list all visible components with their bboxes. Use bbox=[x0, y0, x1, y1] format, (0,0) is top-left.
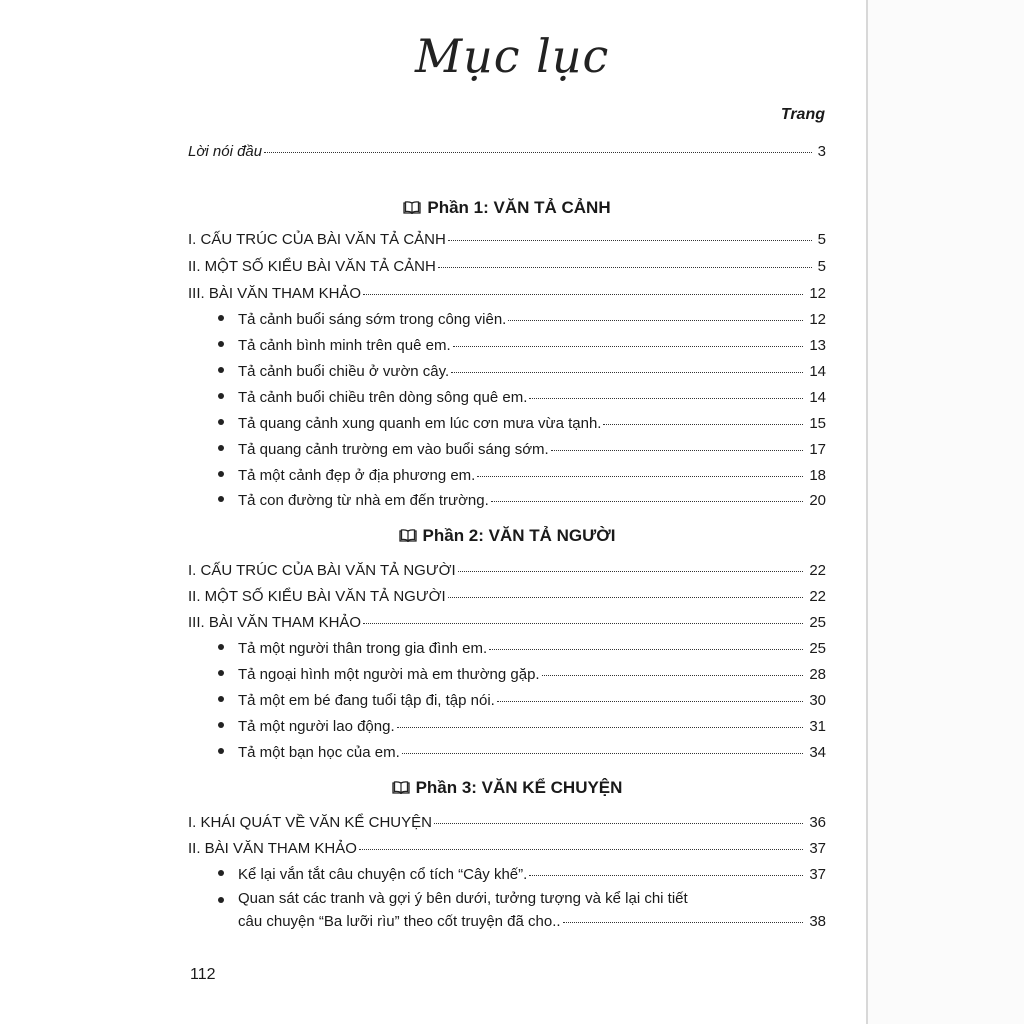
toc-entry-page: 5 bbox=[817, 231, 826, 248]
bullet-icon bbox=[218, 419, 224, 425]
dot-leader bbox=[458, 569, 804, 572]
bullet-icon bbox=[218, 897, 224, 903]
dot-leader bbox=[402, 751, 804, 754]
dot-leader bbox=[497, 699, 803, 702]
part-heading-3 bbox=[188, 778, 826, 798]
dot-leader bbox=[551, 448, 804, 451]
toc-entry-label: II. BÀI VĂN THAM KHẢO bbox=[188, 840, 357, 857]
toc-subentry[interactable] bbox=[238, 640, 826, 664]
toc-entry-label: Tả một người lao động. bbox=[238, 718, 395, 735]
toc-entry-label: III. BÀI VĂN THAM KHẢO bbox=[188, 614, 362, 631]
dot-leader bbox=[529, 396, 803, 399]
toc-entry-label: II. MỘT SỐ KIỂU BÀI VĂN TẢ NGƯỜI bbox=[188, 588, 446, 605]
page-title: Mục lục bbox=[415, 29, 610, 83]
toc-entry-label: Tả một cảnh đẹp ở địa phương em. bbox=[238, 467, 476, 484]
toc-entry-label: Tả ngoại hình một người mà em thường gặp. bbox=[238, 666, 540, 683]
toc-entry-page: 20 bbox=[809, 492, 826, 509]
toc-entry-label: II. MỘT SỐ KIỂU BÀI VĂN TẢ CẢNH bbox=[188, 258, 436, 275]
bullet-icon bbox=[218, 696, 224, 702]
dot-leader bbox=[363, 292, 803, 295]
toc-entry[interactable] bbox=[188, 588, 826, 612]
page-column-header: Trang bbox=[780, 106, 825, 123]
dot-leader bbox=[363, 621, 803, 624]
dot-leader bbox=[491, 499, 804, 502]
part-heading-text: Phần 1: VĂN TẢ CẢNH bbox=[427, 198, 611, 217]
toc-entry-page: 22 bbox=[809, 588, 826, 605]
toc-subentry[interactable] bbox=[238, 467, 826, 491]
dot-leader bbox=[264, 150, 812, 153]
toc-subentry[interactable] bbox=[238, 389, 826, 413]
open-book-icon bbox=[399, 529, 417, 542]
dot-leader bbox=[397, 725, 804, 728]
toc-entry-label: Tả một em bé đang tuổi tập đi, tập nói. bbox=[238, 692, 495, 709]
toc-entry-page: 34 bbox=[809, 744, 826, 761]
bullet-icon bbox=[218, 496, 224, 502]
toc-entry-page: 14 bbox=[809, 389, 826, 406]
toc-entry-label: Lời nói đầu bbox=[188, 143, 263, 160]
toc-entry-label-line1: Quan sát các tranh và gợi ý bên dưới, tưởng tượng và kể lại chi tiết bbox=[238, 890, 688, 907]
part-heading-text: Phần 3: VĂN KỂ CHUYỆN bbox=[415, 778, 623, 797]
toc-subentry[interactable] bbox=[238, 311, 826, 335]
dot-leader bbox=[477, 474, 803, 477]
bullet-icon bbox=[218, 367, 224, 373]
bullet-icon bbox=[218, 670, 224, 676]
toc-entry-label: I. CẤU TRÚC CỦA BÀI VĂN TẢ NGƯỜI bbox=[188, 562, 456, 579]
dot-leader bbox=[451, 370, 803, 373]
toc-entry-label: I. KHÁI QUÁT VỀ VĂN KỂ CHUYỆN bbox=[188, 814, 432, 831]
bullet-icon bbox=[218, 748, 224, 754]
toc-entry-page: 30 bbox=[809, 692, 826, 709]
open-book-icon bbox=[392, 781, 410, 794]
dot-leader bbox=[438, 265, 812, 268]
toc-entry-label: I. CẤU TRÚC CỦA BÀI VĂN TẢ CẢNH bbox=[188, 231, 446, 248]
toc-entry-page: 22 bbox=[809, 562, 826, 579]
toc-subentry-continuation[interactable] bbox=[238, 913, 826, 937]
toc-entry-label: Tả cảnh buổi chiều trên dòng sông quê em. bbox=[238, 389, 528, 406]
toc-subentry[interactable] bbox=[238, 363, 826, 387]
dot-leader bbox=[508, 318, 803, 321]
toc-entry-page: 13 bbox=[809, 337, 826, 354]
toc-entry-label: Tả con đường từ nhà em đến trường. bbox=[238, 492, 489, 509]
dot-leader bbox=[529, 873, 803, 876]
toc-subentry[interactable] bbox=[238, 441, 826, 465]
toc-entry-page: 37 bbox=[809, 866, 826, 883]
toc-entry-page: 14 bbox=[809, 363, 826, 380]
toc-subentry[interactable] bbox=[238, 718, 826, 742]
toc-entry-page: 3 bbox=[817, 143, 826, 160]
toc-entry[interactable] bbox=[188, 562, 826, 586]
toc-entry-label: Tả quang cảnh trường em vào buổi sáng sớm. bbox=[238, 441, 549, 458]
part-heading-1 bbox=[188, 198, 826, 218]
dot-leader bbox=[359, 847, 803, 850]
toc-entry-page: 28 bbox=[809, 666, 826, 683]
dot-leader bbox=[448, 238, 812, 241]
toc-entry[interactable] bbox=[188, 840, 826, 864]
dot-leader bbox=[448, 595, 804, 598]
toc-entry-page: 36 bbox=[809, 814, 826, 831]
page-number: 112 bbox=[190, 966, 216, 983]
dot-leader bbox=[489, 647, 803, 650]
toc-subentry-multiline[interactable] bbox=[238, 890, 826, 914]
toc-entry-page: 12 bbox=[809, 285, 826, 302]
toc-entry-label: Tả một bạn học của em. bbox=[238, 744, 400, 761]
toc-entry-label: III. BÀI VĂN THAM KHẢO bbox=[188, 285, 362, 302]
toc-entry[interactable] bbox=[188, 285, 826, 309]
dot-leader bbox=[434, 821, 803, 824]
toc-entry-page: 25 bbox=[809, 614, 826, 631]
bullet-icon bbox=[218, 445, 224, 451]
toc-entry[interactable] bbox=[188, 614, 826, 638]
toc-subentry[interactable] bbox=[238, 692, 826, 716]
bullet-icon bbox=[218, 471, 224, 477]
part-heading-text: Phần 2: VĂN TẢ NGƯỜI bbox=[422, 526, 616, 545]
toc-subentry[interactable] bbox=[238, 415, 826, 439]
toc-subentry[interactable] bbox=[238, 666, 826, 690]
dot-leader bbox=[563, 920, 804, 923]
facing-page-edge bbox=[868, 0, 1024, 1024]
toc-entry-page: 15 bbox=[809, 415, 826, 432]
toc-entry-label: Kể lại vắn tắt câu chuyện cổ tích “Cây khế”. bbox=[238, 866, 528, 883]
bullet-icon bbox=[218, 722, 224, 728]
toc-entry-label: Tả cảnh buổi sáng sớm trong công viên. bbox=[238, 311, 507, 328]
toc-subentry[interactable] bbox=[238, 492, 826, 516]
bullet-icon bbox=[218, 870, 224, 876]
dot-leader bbox=[603, 422, 803, 425]
bullet-icon bbox=[218, 315, 224, 321]
open-book-icon bbox=[403, 201, 421, 214]
toc-entry-label-line2: câu chuyện “Ba lưỡi rìu” theo cốt truyện đã cho.. bbox=[238, 913, 561, 930]
toc-entry[interactable] bbox=[188, 258, 826, 282]
toc-subentry[interactable] bbox=[238, 866, 826, 890]
dot-leader bbox=[542, 673, 804, 676]
bullet-icon bbox=[218, 341, 224, 347]
toc-entry-page: 12 bbox=[809, 311, 826, 328]
toc-subentry[interactable] bbox=[238, 337, 826, 361]
toc-entry-page: 31 bbox=[809, 718, 826, 735]
toc-entry-page: 17 bbox=[809, 441, 826, 458]
toc-entry-page: 37 bbox=[809, 840, 826, 857]
toc-entry-label: Tả cảnh bình minh trên quê em. bbox=[238, 337, 451, 354]
toc-entry-page: 25 bbox=[809, 640, 826, 657]
toc-subentry[interactable] bbox=[238, 744, 826, 768]
part-heading-2 bbox=[188, 526, 826, 546]
bullet-icon bbox=[218, 644, 224, 650]
toc-entry-page: 18 bbox=[809, 467, 826, 484]
toc-entry-page: 5 bbox=[817, 258, 826, 275]
toc-entry[interactable] bbox=[188, 814, 826, 838]
toc-entry-page: 38 bbox=[809, 913, 826, 930]
toc-entry-label: Tả một người thân trong gia đình em. bbox=[238, 640, 488, 657]
dot-leader bbox=[453, 344, 804, 347]
toc-entry[interactable] bbox=[188, 231, 826, 255]
toc-entry-label: Tả quang cảnh xung quanh em lúc cơn mưa vừa tạnh. bbox=[238, 415, 602, 432]
bullet-icon bbox=[218, 393, 224, 399]
toc-entry-preface[interactable] bbox=[188, 143, 826, 167]
toc-entry-label: Tả cảnh buổi chiều ở vườn cây. bbox=[238, 363, 450, 380]
